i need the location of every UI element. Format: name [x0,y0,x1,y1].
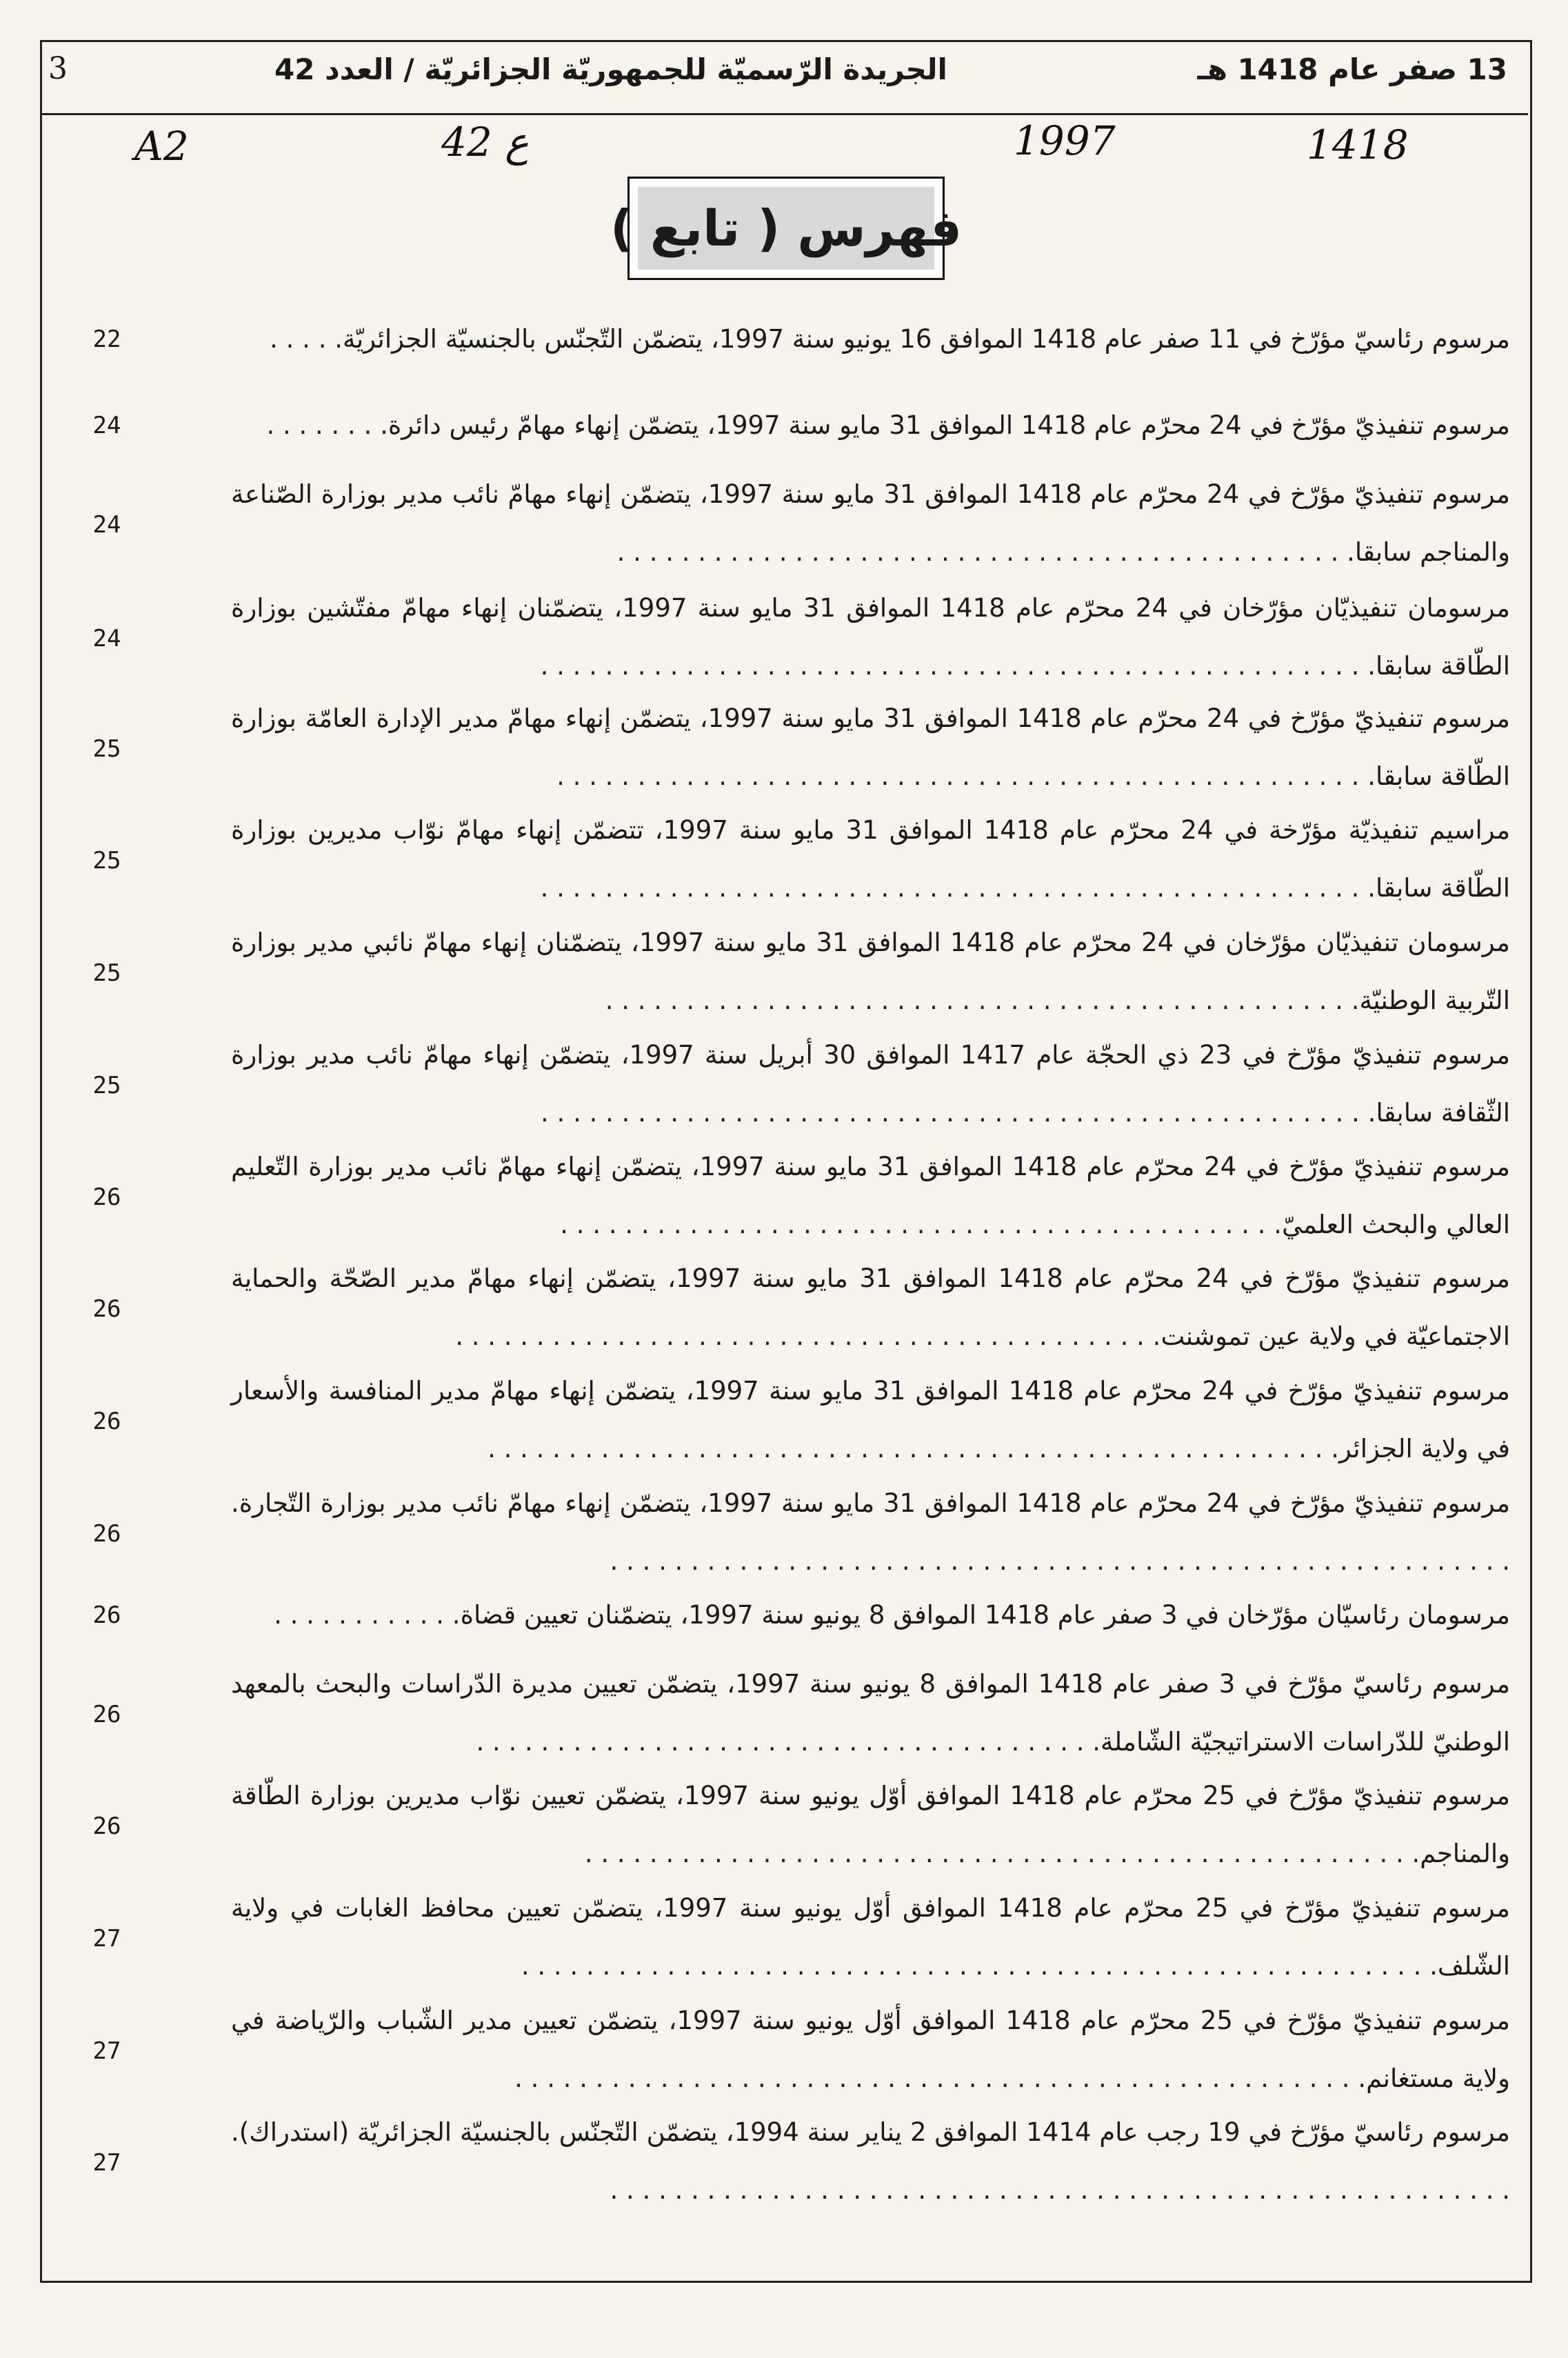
entry-text: مرسوم تنفيذيّ مؤرّخ في 24 محرّم عام 1418 الموافق 31 مايو سنة 1997، يتضمّن إنهاء مهامّ مدير الصّحّة والحماية الاجتماعيّة في ولاية عين تموشنت. . . . . . . . . . . . . . . . . . . . . . . . . . . . . . . . . . . . . . . . . . . . [231,1263,1511,1351]
entry-page-number: 27 [92,2149,121,2177]
handwritten-note-year-gregorian: 1997 [1014,117,1116,164]
entry-text: مرسوم تنفيذيّ مؤرّخ في 24 محرّم عام 1418 الموافق 31 مايو سنة 1997، يتضمّن إنهاء مهامّ مدير الإدارة العامّة بوزارة الطّاقة سابقا. . . . . . . . . . . . . . . . . . . . . . . . . . . . . . . . . . . . . . . . . . . . . . . . . . . [231,703,1510,791]
entry-page-number: 24 [92,412,121,439]
entry-text: مرسوم تنفيذيّ مؤرّخ في 25 محرّم عام 1418 الموافق أوّل يونيو سنة 1997، يتضمّن تعيين محافظ الغابات في ولاية الشّلف. . . . . . . . . . . . . . . . . . . . . . . . . . . . . . . . . . . . . . . . . . . . . . . . . . . . . . . . . [231,1893,1510,1981]
entry-page-number: 25 [92,847,121,875]
header-journal-title: الجريدة الرّسميّة للجمهوريّة الجزائريّة / العدد 42 [274,52,947,86]
entry-text: مرسوم تنفيذيّ مؤرّخ في 25 محرّم عام 1418 الموافق أوّل يونيو سنة 1997، يتضمّن تعيين مدير الشّباب والرّياضة في ولاية مستغانم. . . . . . . . . . . . . . . . . . . . . . . . . . . . . . . . . . . . . . . . . . . . . . . . . . . . . [231,2006,1510,2093]
entry-text: مرسوم رئاسيّ مؤرّخ في 3 صفر عام 1418 الموافق 8 يونيو سنة 1997، يتضمّن تعيين مديرة الدّراسات والبحث بالمعهد الوطنيّ للدّراسات الاستراتيجيّة الشّاملة. . . . . . . . . . . . . . . . . . . . . . . . . . . . . . . . . . . . . . . [231,1669,1511,1757]
entry-page-number: 26 [92,1812,121,1840]
entry-text: مرسومان تنفيذيّان مؤرّخان في 24 محرّم عام 1418 الموافق 31 مايو سنة 1997، يتضمّنان إنهاء مهامّ مفتّشين بوزارة الطّاقة سابقا. . . . . . . . . . . . . . . . . . . . . . . . . . . . . . . . . . . . . . . . . . . . . . . . . . . . [231,593,1510,681]
entry-text: مرسوم تنفيذيّ مؤرّخ في 25 محرّم عام 1418 الموافق أوّل يونيو سنة 1997، يتضمّن تعيين نوّاب مديرين بوزارة الطّاقة والمناجم. . . . . . . . . . . . . . . . . . . . . . . . . . . . . . . . . . . . . . . . . . . . . . . . . . . . [231,1781,1510,1868]
entry-page-number: 26 [92,1701,121,1728]
entry-page-number: 22 [92,326,121,353]
entry-text: مرسوم تنفيذيّ مؤرّخ في 24 محرّم عام 1418 الموافق 31 مايو سنة 1997، يتضمّن إنهاء مهامّ نائب مدير بوزارة التّعليم العالي والبحث العلميّ. . . . . . . . . . . . . . . . . . . . . . . . . . . . . . . . . . . . . . . . . . . . . [231,1152,1511,1239]
entry-page-number: 27 [92,1925,121,1952]
entry-page-number: 26 [92,1408,121,1435]
entry-page-number: 25 [92,1072,121,1099]
entry-page-number: 26 [92,1520,121,1548]
handwritten-note-year-hijri: 1418 [1307,121,1409,168]
entry-page-number: 24 [92,511,121,539]
entry-text: مرسوم رئاسيّ مؤرّخ في 19 رجب عام 1414 الموافق 2 يناير سنة 1994، يتضمّن التّجنّس بالجنسيّة الجزائريّة (استدراك). . . . . . . . . . . . . . . . . . . . . . . . . . . . . . . . . . . . . . . . . . . . . . . . . . . . . . . . . [231,2117,1510,2205]
handwritten-note-a2: A2 [134,123,189,170]
entry-page-number: 26 [92,1183,121,1211]
entry-page-number: 27 [92,2037,121,2065]
entry-text: مرسوم تنفيذيّ مؤرّخ في 24 محرّم عام 1418 الموافق 31 مايو سنة 1997، يتضمّن إنهاء مهامّ نائب مدير بوزارة الصّناعة والمناجم سابقا. . . . . . . . . . . . . . . . . . . . . . . . . . . . . . . . . . . . . . . . . . . . . . [231,479,1510,567]
entry-text: مرسومان رئاسيّان مؤرّخان في 3 صفر عام 1418 الموافق 8 يونيو سنة 1997، يتضمّنان تعيين قضاة. . . . . . . . . . . . [274,1600,1510,1630]
header-date: 13 صفر عام 1418 هـ [1197,52,1507,86]
entry-text: مرسوم تنفيذيّ مؤرّخ في 23 ذي الحجّة عام 1417 الموافق 30 أبريل سنة 1997، يتضمّن إنهاء مهامّ نائب مدير بوزارة الثّقافة سابقا. . . . . . . . . . . . . . . . . . . . . . . . . . . . . . . . . . . . . . . . . . . . . . . . . . . . [231,1040,1510,1128]
entry-page-number: 26 [92,1295,121,1323]
entry-text: مرسوم تنفيذيّ مؤرّخ في 24 محرّم عام 1418 الموافق 31 مايو سنة 1997، يتضمّن إنهاء مهامّ نائب مدير بوزارة التّجارة. . . . . . . . . . . . . . . . . . . . . . . . . . . . . . . . . . . . . . . . . . . . . . . . . . . . . . . . . [231,1488,1511,1576]
entry-page-number: 25 [92,959,121,987]
handwritten-note-issue: 42 ع [441,119,529,166]
entry-text: مرسوم تنفيذيّ مؤرّخ في 24 محرّم عام 1418 الموافق 31 مايو سنة 1997، يتضمّن إنهاء مهامّ رئيس دائرة. . . . . . . . [266,410,1510,440]
entry-text: مرسومان تنفيذيّان مؤرّخان في 24 محرّم عام 1418 الموافق 31 مايو سنة 1997، يتضمّنان إنهاء مهامّ نائبي مدير بوزارة التّربية الوطنيّة. . . . . . . . . . . . . . . . . . . . . . . . . . . . . . . . . . . . . . . . . . . . . . . [231,928,1511,1015]
entry-page-number: 24 [92,625,121,652]
entry-text: مرسوم رئاسيّ مؤرّخ في 11 صفر عام 1418 الموافق 16 يونيو سنة 1997، يتضمّن التّجنّس بالجنسيّة الجزائريّة. . . . . [270,324,1510,354]
index-title: فهرس ( تابع ) [610,199,963,257]
header-page-number: 3 [48,51,68,86]
entry-text: مرسوم تنفيذيّ مؤرّخ في 24 محرّم عام 1418 الموافق 31 مايو سنة 1997، يتضمّن إنهاء مهامّ مدير المنافسة والأسعار في ولاية الجزائر. . . . . . . . . . . . . . . . . . . . . . . . . . . . . . . . . . . . . . . . . . . . . . . . . . . . . [231,1376,1510,1463]
entry-page-number: 26 [92,1601,121,1629]
entry-text: مراسيم تنفيذيّة مؤرّخة في 24 محرّم عام 1418 الموافق 31 مايو سنة 1997، تتضمّن إنهاء مهامّ نوّاب مديرين بوزارة الطّاقة سابقا. . . . . . . . . . . . . . . . . . . . . . . . . . . . . . . . . . . . . . . . . . . . . . . . . . . . [231,815,1511,903]
entry-page-number: 25 [92,735,121,763]
